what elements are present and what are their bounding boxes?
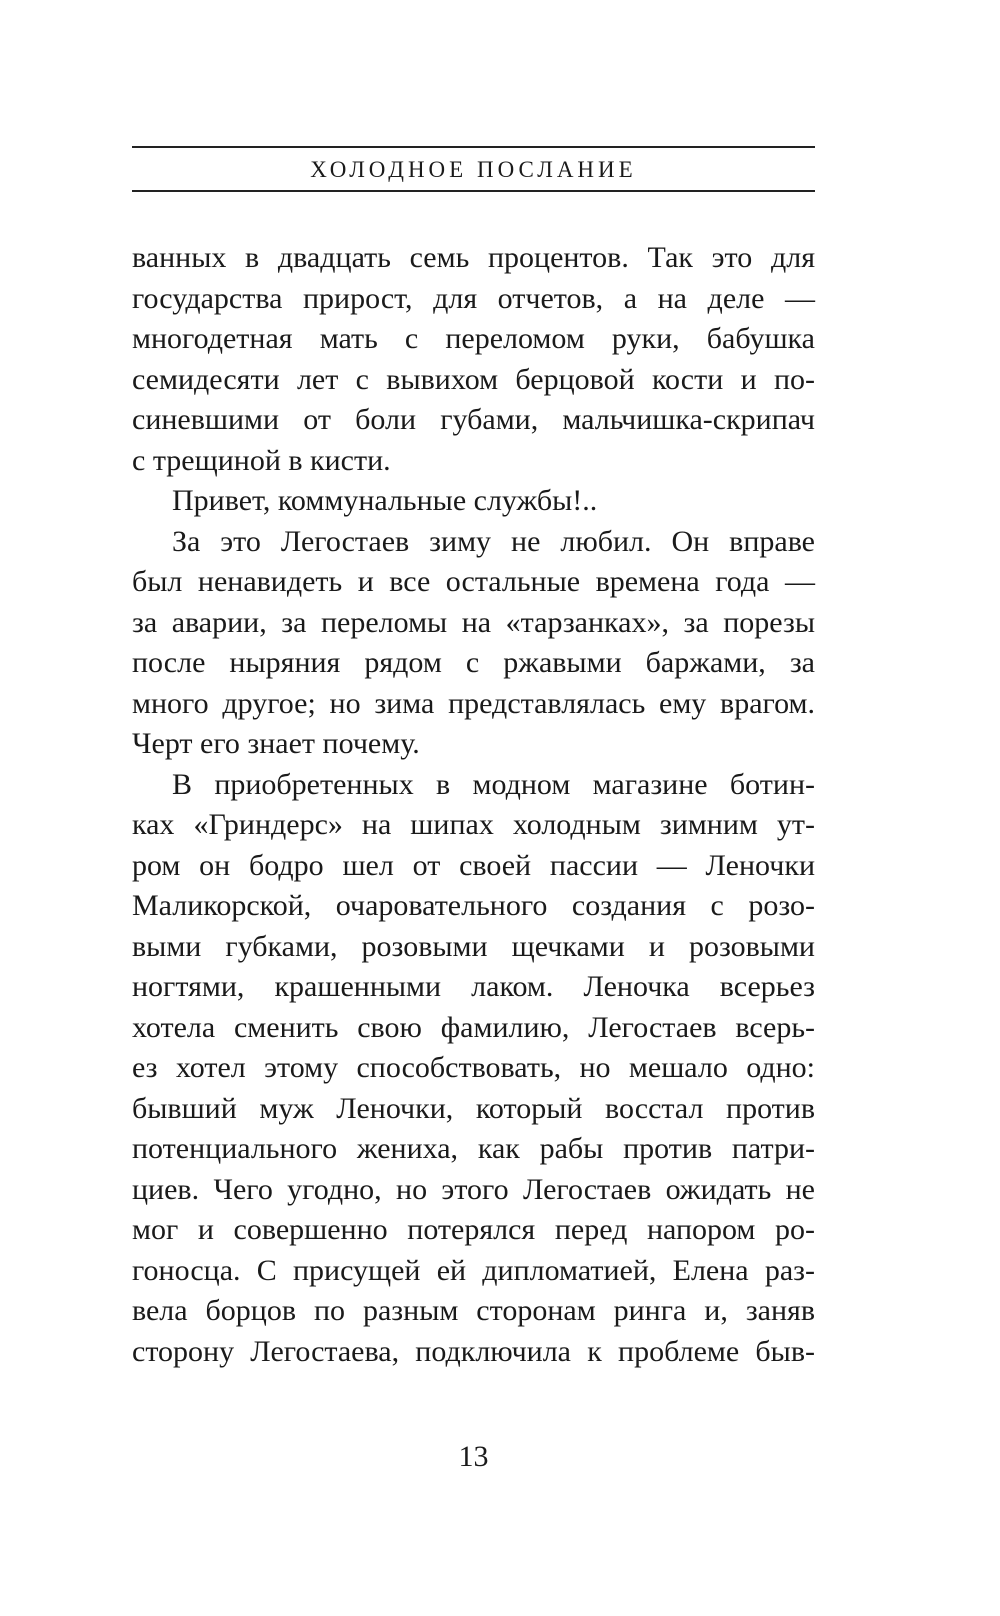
text-line: сторону Легостаева, подключила к проблеме быв- [132,1334,815,1368]
header-bottom-rule [132,190,815,192]
text-line: ром он бодро шел от своей пассии — Леночки [132,848,815,882]
text-line: семидесяти лет с вывихом берцовой кости и по- [132,362,815,396]
text-line: гоносца. С присущей ей дипломатией, Елена раз- [132,1253,815,1287]
text-line: Черт его знает почему. [132,727,420,760]
text-line: выми губками, розовыми щечками и розовыми [132,929,815,963]
text-line: был ненавидеть и все остальные времена года — [132,565,815,598]
text-line: циев. Чего угодно, но этого Легостаев ожидать не [132,1172,815,1206]
text-line: многодетная мать с переломом руки, бабушка [132,322,815,355]
text-line: В приобретенных в модном магазине ботин- [172,767,815,801]
text-line: бывший муж Леночки, который восстал против [132,1091,815,1125]
text-line: Маликорской, очаровательного создания с розо- [132,889,815,922]
text-line: после ныряния рядом с ржавыми баржами, за [132,646,815,679]
text-line: государства прирост, для отчетов, а на деле — [132,281,815,315]
text-line: ках «Гриндерс» на шипах холодным зимним ут- [132,808,815,841]
text-line: хотела сменить свою фамилию, Легостаев всерь- [132,1010,815,1044]
text-line: с трещиной в кисти. [132,443,391,477]
text-line: за аварии, за переломы на «тарзанках», за порезы [132,605,815,639]
text-line: ез хотел этому способствовать, но мешало одно: [132,1051,815,1084]
text-line: синевшими от боли губами, мальчишка-скрипач [132,403,815,436]
page-number: 13 [458,1440,489,1473]
text-line: ванных в двадцать семь процентов. Так это для [132,241,815,274]
running-head-title: ХОЛОДНОЕ ПОСЛАНИЕ [310,157,637,182]
text-line: много другое; но зима представлялась ему врагом. [132,686,815,720]
text-line: потенциального жениха, как рабы против патри- [132,1132,815,1165]
text-line: Привет, коммунальные службы!.. [172,484,598,517]
body-text [132,238,815,1372]
text-line: вела борцов по разным сторонам ринга и, заняв [132,1294,815,1327]
text-line: За это Легостаев зиму не любил. Он вправе [172,524,815,558]
header-top-rule [132,146,815,148]
text-line: мог и совершенно потерялся перед напором ро- [132,1213,815,1246]
text-line: ногтями, крашенными лаком. Леночка всерьез [132,970,815,1003]
